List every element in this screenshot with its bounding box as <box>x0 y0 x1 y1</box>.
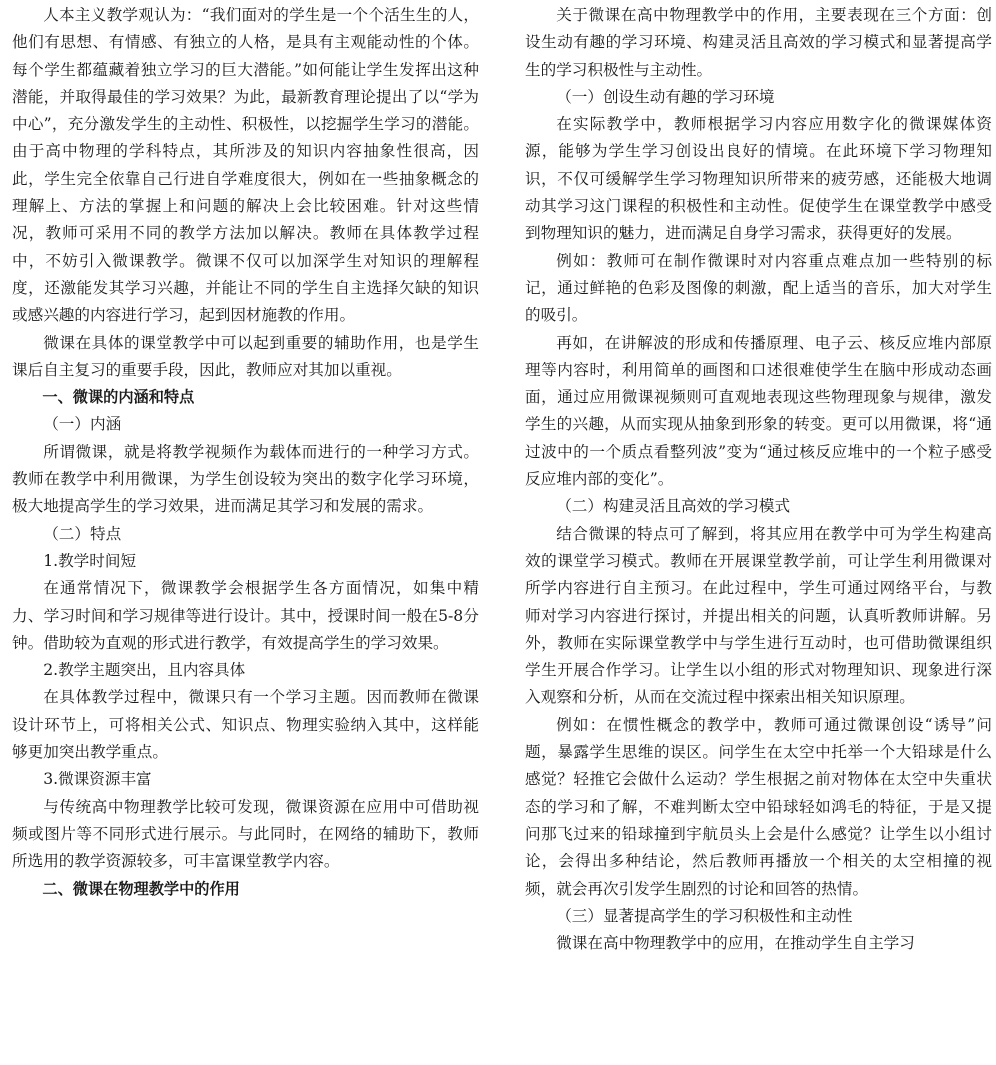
paragraph-feature-1: 在通常情况下，微课教学会根据学生各方面情况，如集中精力、学习时间和学习规律等进行设计。其中，授课时间一般在5-8分钟。借助较为直观的形式进行教学，有效提高学生的学习效果。 <box>12 579 479 652</box>
paragraph-intro: 人本主义教学观认为：“我们面对的学生是一个个活生生的人，他们有思想、有情感、有独立的人格，是具有主观能动性的个体。每个学生都蕴藏着独立学习的巨大潜能。”如何能让学生发挥出这种潜能，并取得最佳的学习效果？为此，最新教育理论提出了以“学为中心”，充分激发学生的主动性、积极性，以挖掘学生学习的潜能。由于高中物理的学科特点，其所涉及的知识内容抽象性很高，因此，学生完全依靠自己行进自学难度很大，例如在一些抽象概念的理解上、方法的掌握上和问题的解决上会比较困难。针对这些情况，教师可采用不同的教学方法加以解决。教师在具体教学过程中，不妨引入微课教学。微课不仅可以加深学生对知识的理解程度，还激能发其学习兴趣，并能让不同的学生自主选择欠缺的知识或感兴趣的内容进行学习，起到因材施教的作用。 <box>12 6 479 325</box>
paragraph-learning-mode: 结合微课的特点可了解到，将其应用在教学中可为学生构建高效的课堂学习模式。教师在开展课堂教学前，可让学生利用微课对所学内容进行自主预习。在此过程中，学生可通过网络平台，与教师对学习内容进行探讨，并提出相关的问题，认真听教师讲解。另外，教师在实际课堂教学中与学生进行互动时，也可借助微课组织学生开展合作学习。让学生以小组的形式对物理知识、现象进行深入观察和分析，从而在交流过程中探索出相关知识原理。 <box>525 524 992 707</box>
feature-heading-3: 3.微课资源丰富 <box>43 770 152 789</box>
paragraph-example-marking: 例如：教师可在制作微课时对内容重点难点加一些特别的标记，通过鲜艳的色彩及图像的刺激，配上适当的音乐，加大对学生的吸引。 <box>525 251 992 325</box>
section-heading-2: 二、微课在物理教学中的作用 <box>42 879 240 898</box>
subheading-environment: （一）创设生动有趣的学习环境 <box>556 87 775 106</box>
paragraph-feature-3: 与传统高中物理教学比较可发现，微课资源在应用中可借助视频或图片等不同形式进行展示。与此同时，在网络的辅助下，教师所选用的教学资源较多，可丰富课堂教学内容。 <box>12 797 479 871</box>
paragraph-example-inertia: 例如：在惯性概念的教学中，教师可通过微课创设“诱导”问题，暴露学生思维的误区。问学生在太空中托举一个大铅球是什么感觉？轻推它会做什么运动？学生根据之前对物体在太空中失重状态的学习和了解，不难判断太空中铅球轻如鸿毛的特征，于是又提问那飞过来的铅球撞到宇航员头上会是什么感觉？让学生以小组讨论，会得出多种结论，然后教师再播放一个相关的太空相撞的视频，就会再次引发学生剧烈的讨论和回答的热情。 <box>525 715 992 898</box>
paragraph-importance: 微课在具体的课堂教学中可以起到重要的辅助作用，也是学生课后自主复习的重要手段，因此，教师应对其加以重视。 <box>12 333 479 379</box>
subheading-learning-mode: （二）构建灵活且高效的学习模式 <box>556 497 791 516</box>
paragraph-example-waves: 再如，在讲解波的形成和传播原理、电子云、核反应堆内部原理等内容时，利用简单的画图和口述很难使学生在脑中形成动态画面，通过应用微课视频则可直观地表现这些物理现象与规律，激发学生的兴趣，从而实现从抽象到形象的转变。更可以用微课，将“通过波中的一个质点看整列波”变为“通过核反应堆中的一个粒子感受反应堆内部的变化”。 <box>525 333 992 489</box>
subheading-definition: （一）内涵 <box>43 415 122 434</box>
paragraph-motivation: 微课在高中物理教学中的应用，在推动学生自主学习 <box>556 934 915 953</box>
paragraph-environment: 在实际教学中，教师根据学习内容应用数字化的微课媒体资源，能够为学生学习创设出良好的情境。在此环境下学习物理知识，不仅可缓解学生学习物理知识所带来的疲劳感，还能极大地调动其学习这门课程的积极性和主动性。促使学生在课堂教学中感受到物理知识的魅力，进而满足自身学习需求，获得更好的发展。 <box>525 115 992 243</box>
left-column <box>12 2 479 1065</box>
feature-heading-1: 1.教学时间短 <box>43 551 137 570</box>
section-heading-1: 一、微课的内涵和特点 <box>42 388 195 407</box>
subheading-motivation: （三）显著提高学生的学习积极性和主动性 <box>556 906 853 925</box>
feature-heading-2: 2.教学主题突出，且内容具体 <box>43 661 246 680</box>
paragraph-definition: 所谓微课，就是将教学视频作为载体而进行的一种学习方式。教师在教学中利用微课，为学生创设较为突出的数字化学习环境，极大地提高学生的学习效果，进而满足其学习和发展的需求。 <box>12 442 479 516</box>
right-column <box>525 2 992 1065</box>
paragraph-feature-2: 在具体教学过程中，微课只有一个学习主题。因而教师在微课设计环节上，可将相关公式、知识点、物理实验纳入其中，这样能够更加突出教学重点。 <box>12 688 479 762</box>
subheading-features: （二）特点 <box>43 524 122 543</box>
paragraph-roles-overview: 关于微课在高中物理教学中的作用，主要表现在三个方面：创设生动有趣的学习环境、构建灵活且高效的学习模式和显著提高学生的学习积极性与主动性。 <box>525 6 992 79</box>
